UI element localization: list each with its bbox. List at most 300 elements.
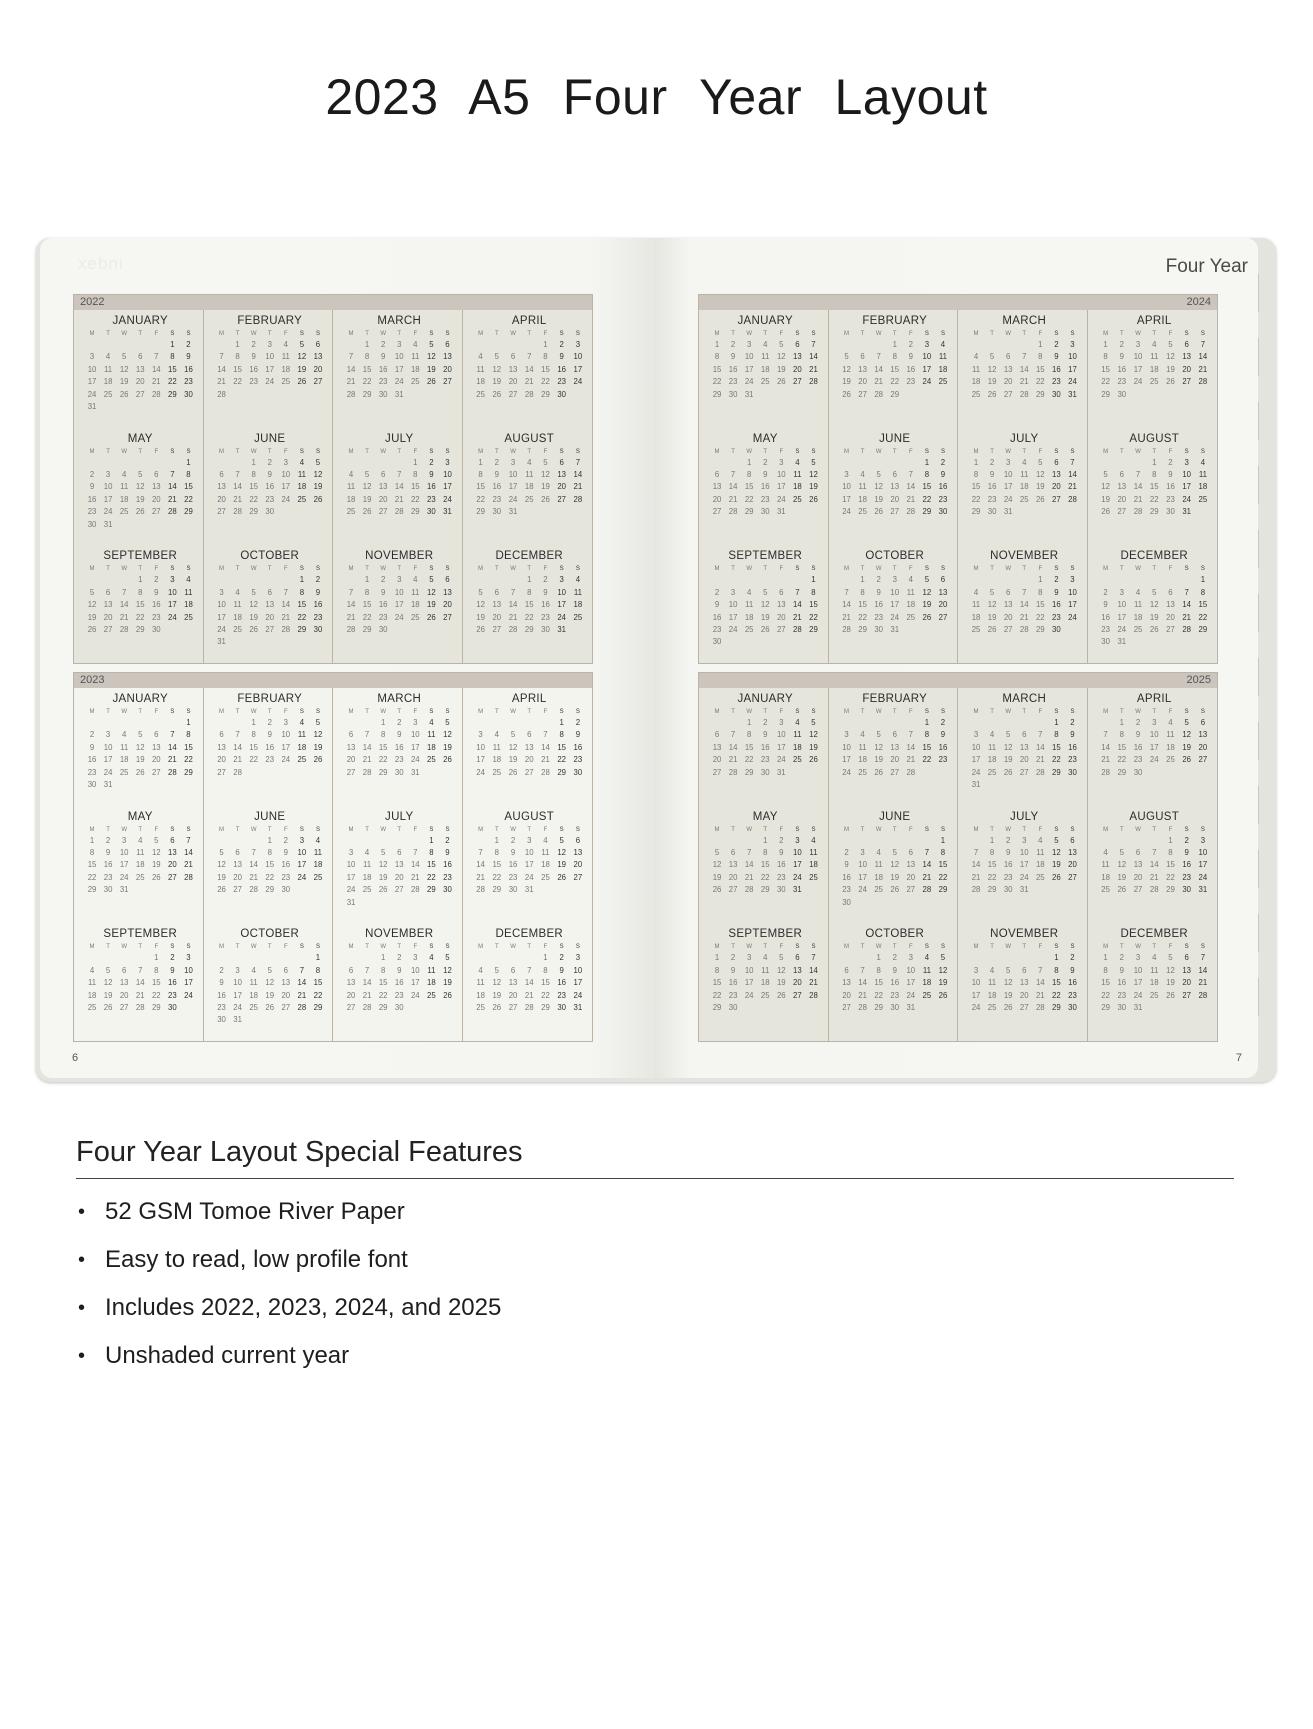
day-number: 18 (1133, 612, 1143, 622)
day-number: 16 (1117, 364, 1127, 374)
day-number: 2 (1135, 718, 1141, 727)
weekday-label: W (380, 448, 386, 455)
day-number: 30 (427, 507, 436, 517)
day-number: 24 (776, 494, 786, 504)
day-number: 31 (1117, 637, 1127, 647)
day-number: 5 (315, 457, 321, 467)
day-grid (839, 825, 952, 909)
day-number: 4 (876, 848, 881, 858)
blank-cell (855, 339, 871, 351)
day-number: 29 (135, 624, 145, 634)
day-number: 9 (730, 352, 736, 362)
blank-cell (709, 717, 725, 729)
day-number: 16 (557, 978, 567, 988)
day-number: 16 (508, 860, 518, 870)
day-number: 6 (795, 953, 800, 963)
day-number: 24 (573, 990, 583, 1000)
weekday-label: M (219, 448, 225, 455)
day-number: 22 (1035, 377, 1045, 387)
weekday-label: T (1022, 709, 1027, 715)
day-number: 3 (1119, 587, 1124, 597)
weekday-label: T (1022, 448, 1027, 455)
day-number: 18 (987, 755, 997, 765)
day-number: 7 (478, 848, 483, 858)
blank-cell (984, 952, 1000, 964)
weekday-label: M (348, 331, 354, 337)
day-number: 29 (987, 885, 997, 895)
day-number: 3 (170, 575, 175, 585)
day-number: 5 (924, 575, 930, 585)
weekday-label: T (527, 709, 532, 715)
weekday-label: M (89, 331, 95, 337)
weekday-label: S (1054, 566, 1059, 573)
blank-cell (343, 835, 359, 847)
day-number: 11 (492, 742, 501, 752)
day-number: 9 (1070, 965, 1075, 975)
day-number: 9 (154, 587, 159, 597)
weekday-label: W (746, 826, 752, 833)
day-number: 10 (858, 860, 867, 870)
day-number: 8 (527, 587, 532, 597)
day-number: 23 (492, 494, 502, 504)
weekday-label: T (365, 566, 369, 573)
day-number: 17 (744, 364, 754, 374)
day-number: 26 (712, 885, 722, 895)
day-number: 11 (363, 860, 372, 870)
day-number: 25 (793, 494, 802, 504)
blank-cell (839, 339, 855, 351)
day-number: 15 (524, 600, 534, 610)
day-grid (84, 825, 197, 897)
day-grid (968, 564, 1081, 636)
day-number: 1 (89, 835, 95, 845)
blank-cell (473, 952, 489, 964)
day-number: 16 (378, 364, 388, 374)
day-number: 28 (1182, 624, 1192, 634)
weekday-label: S (559, 448, 564, 455)
day-number: 30 (87, 519, 97, 529)
day-number: 20 (508, 990, 518, 1000)
day-number: 24 (1019, 872, 1029, 882)
weekday-label: S (575, 826, 580, 833)
day-number: 4 (478, 352, 483, 362)
day-number: 31 (744, 389, 754, 399)
day-number: 10 (103, 742, 113, 752)
day-number: 12 (1166, 352, 1175, 362)
day-number: 26 (987, 389, 997, 399)
weekday-label: S (445, 944, 450, 951)
day-number: 29 (1101, 389, 1110, 399)
day-number: 4 (1152, 340, 1157, 349)
day-number: 13 (443, 587, 452, 597)
day-number: 19 (87, 612, 97, 622)
feature-item: • Easy to read, low profile font (76, 1240, 501, 1288)
day-number: 4 (251, 965, 256, 975)
day-number: 21 (728, 494, 738, 504)
day-number: 15 (492, 860, 502, 870)
weekday-label: T (1119, 944, 1124, 951)
month-october (204, 545, 334, 663)
weekday-label: M (714, 566, 720, 573)
day-number: 21 (394, 494, 404, 504)
blank-cell (984, 339, 1000, 351)
day-number: 1 (1038, 340, 1043, 349)
weekday-label: F (543, 566, 548, 573)
day-number: 24 (233, 1002, 242, 1012)
day-number: 28 (1035, 767, 1045, 777)
day-number: 25 (906, 612, 916, 622)
weekday-label: W (380, 826, 386, 833)
day-number: 17 (168, 600, 177, 610)
day-number: 2 (445, 835, 450, 845)
day-number: 19 (249, 612, 259, 622)
day-number: 12 (938, 965, 948, 975)
day-number: 23 (1182, 872, 1192, 882)
index-tabs[interactable] (1258, 274, 1270, 1044)
day-number: 20 (265, 612, 275, 622)
day-number: 20 (906, 872, 916, 882)
month-name: JUNE (879, 432, 911, 445)
day-number: 11 (809, 848, 818, 858)
day-number: 25 (938, 377, 948, 387)
day-number: 12 (492, 978, 502, 988)
weekday-label: T (365, 331, 369, 337)
month-september (699, 545, 829, 663)
day-number: 20 (1182, 364, 1192, 374)
day-number: 5 (299, 340, 305, 349)
day-number: 14 (922, 860, 932, 870)
day-number: 6 (795, 340, 800, 349)
day-number: 21 (874, 377, 884, 387)
day-number: 10 (971, 978, 981, 988)
day-number: 11 (1101, 860, 1110, 870)
day-number: 19 (378, 872, 388, 882)
weekday-label: S (429, 448, 434, 455)
weekday-label: F (1168, 826, 1173, 833)
day-number: 19 (119, 377, 129, 387)
weekday-label: S (445, 709, 450, 715)
weekday-label: M (973, 448, 979, 455)
weekday-label: T (731, 826, 735, 833)
day-number: 11 (346, 482, 356, 492)
month-january (74, 688, 204, 806)
day-number: 4 (122, 470, 127, 480)
day-number: 6 (510, 352, 516, 362)
day-number: 8 (1152, 470, 1157, 480)
blank-cell (359, 952, 375, 964)
day-number: 12 (1117, 860, 1127, 870)
day-number: 16 (874, 600, 884, 610)
day-number: 12 (508, 742, 518, 752)
day-number: 21 (508, 612, 518, 622)
day-number: 11 (1036, 848, 1045, 858)
month-name: FEBRUARY (237, 315, 303, 327)
day-number: 16 (378, 600, 388, 610)
day-number: 12 (217, 860, 226, 870)
day-number: 21 (922, 872, 932, 882)
day-number: 12 (87, 600, 97, 610)
day-number: 23 (87, 507, 97, 517)
day-number: 7 (1103, 730, 1108, 740)
day-number: 4 (315, 835, 321, 845)
day-number: 25 (492, 767, 502, 777)
day-number: 20 (151, 755, 161, 765)
weekday-label: S (559, 331, 564, 337)
weekday-label: T (365, 448, 369, 455)
day-number: 9 (559, 352, 564, 362)
day-number: 9 (940, 470, 946, 480)
weekday-label: F (779, 709, 784, 715)
day-number: 19 (809, 742, 818, 752)
day-number: 8 (989, 848, 995, 858)
day-number: 9 (1070, 730, 1075, 740)
day-number: 12 (890, 860, 900, 870)
day-number: 23 (1101, 624, 1110, 634)
day-number: 3 (844, 470, 849, 480)
day-number: 9 (1168, 470, 1173, 480)
day-number: 12 (443, 730, 452, 740)
day-number: 1 (747, 457, 752, 467)
day-number: 20 (712, 755, 722, 765)
day-number: 10 (573, 965, 583, 975)
day-number: 16 (541, 600, 550, 610)
day-number: 5 (1168, 340, 1173, 349)
day-number: 16 (1068, 742, 1077, 752)
day-number: 1 (1200, 575, 1206, 585)
day-number: 15 (890, 364, 900, 374)
blank-cell (278, 952, 294, 964)
day-number: 1 (381, 953, 386, 963)
weekday-label: S (1070, 566, 1075, 573)
blank-cell (116, 457, 132, 469)
day-number: 18 (410, 364, 420, 374)
blank-cell (214, 952, 230, 964)
day-number: 12 (427, 587, 436, 597)
day-number: 26 (1035, 494, 1045, 504)
day-number: 16 (87, 755, 97, 765)
weekday-label: S (186, 566, 191, 573)
day-number: 10 (233, 978, 242, 988)
blank-cell (84, 952, 100, 964)
day-number: 7 (908, 730, 913, 740)
day-number: 1 (1103, 953, 1108, 963)
weekday-label: S (559, 709, 564, 715)
day-number: 8 (299, 587, 305, 597)
day-number: 7 (219, 352, 224, 362)
month-name: APRIL (511, 693, 547, 705)
weekday-label: W (1135, 448, 1141, 455)
day-number: 30 (557, 1002, 567, 1012)
day-number: 12 (1182, 730, 1192, 740)
day-number: 21 (233, 755, 242, 765)
day-number: 22 (492, 872, 502, 882)
blank-cell (1098, 835, 1114, 847)
month-name: OCTOBER (240, 928, 300, 941)
day-number: 9 (1054, 587, 1059, 597)
day-number: 19 (938, 978, 948, 988)
day-number: 13 (906, 860, 916, 870)
weekday-label: T (1152, 944, 1157, 951)
day-number: 13 (938, 587, 948, 597)
day-number: 15 (1101, 978, 1110, 988)
day-number: 5 (1006, 730, 1011, 740)
day-number: 8 (924, 730, 930, 740)
day-number: 24 (297, 872, 307, 882)
day-number: 6 (122, 965, 127, 975)
day-number: 27 (712, 507, 722, 517)
day-number: 9 (283, 848, 288, 858)
day-number: 15 (858, 600, 867, 610)
month-name: JULY (1010, 810, 1039, 823)
day-number: 10 (410, 730, 420, 740)
day-number: 4 (973, 352, 979, 362)
day-number: 3 (559, 575, 564, 585)
day-number: 13 (119, 978, 129, 988)
day-number: 17 (1149, 742, 1159, 752)
weekday-label: T (235, 944, 240, 951)
day-number: 16 (842, 872, 851, 882)
blank-cell (968, 339, 984, 351)
day-number: 8 (747, 470, 752, 480)
weekday-label: S (1054, 709, 1059, 715)
day-number: 3 (908, 953, 913, 963)
day-number: 21 (168, 494, 177, 504)
weekday-label: T (1152, 826, 1157, 833)
blank-cell (773, 574, 789, 586)
day-number: 19 (492, 377, 502, 387)
day-number: 19 (508, 755, 518, 765)
day-number: 31 (217, 637, 226, 647)
blank-cell (903, 717, 919, 729)
weekday-label: T (397, 826, 402, 833)
weekday-label: S (811, 826, 816, 833)
weekday-label: F (908, 826, 913, 833)
day-number: 14 (119, 600, 129, 610)
day-number: 9 (105, 848, 111, 858)
blank-cell (871, 835, 887, 847)
features-list (76, 1192, 501, 1384)
day-number: 28 (858, 1002, 867, 1012)
day-grid (473, 564, 587, 636)
weekday-label: S (1200, 709, 1205, 715)
day-number: 5 (940, 953, 946, 963)
day-number: 30 (508, 885, 518, 895)
blank-cell (84, 574, 100, 586)
blank-cell (473, 574, 489, 586)
day-number: 12 (443, 965, 452, 975)
month-name: NOVEMBER (365, 550, 434, 563)
blank-cell (1162, 574, 1178, 586)
day-number: 23 (938, 494, 948, 504)
weekday-label: M (89, 826, 95, 833)
day-number: 18 (1198, 482, 1208, 492)
day-number: 14 (793, 600, 802, 610)
day-number: 16 (265, 742, 275, 752)
blank-cell (214, 339, 230, 351)
day-number: 7 (510, 587, 516, 597)
day-number: 28 (1019, 624, 1029, 634)
day-grid (1098, 447, 1212, 519)
day-number: 2 (543, 575, 548, 585)
blank-cell (871, 339, 887, 351)
day-number: 6 (527, 730, 532, 740)
day-number: 10 (394, 352, 404, 362)
day-number: 26 (1003, 767, 1013, 777)
day-number: 31 (346, 897, 356, 907)
day-number: 5 (559, 835, 564, 845)
day-number: 23 (728, 990, 738, 1000)
day-number: 24 (728, 624, 738, 634)
day-number: 26 (1166, 990, 1175, 1000)
day-number: 6 (714, 470, 720, 480)
day-number: 2 (283, 835, 288, 845)
blank-cell (1000, 952, 1016, 964)
day-number: 4 (494, 730, 499, 740)
day-number: 10 (1198, 848, 1208, 858)
weekday-label: S (170, 826, 175, 833)
day-number: 4 (413, 575, 418, 585)
day-number: 12 (987, 600, 997, 610)
day-number: 25 (410, 377, 420, 387)
month-july (958, 806, 1088, 924)
month-december (463, 545, 593, 663)
weekday-label: T (990, 944, 994, 951)
day-number: 18 (938, 364, 948, 374)
day-number: 26 (492, 1002, 502, 1012)
month-may (699, 806, 829, 924)
day-number: 25 (297, 755, 307, 765)
day-number: 7 (730, 470, 736, 480)
day-number: 21 (971, 872, 981, 882)
day-number: 19 (541, 482, 550, 492)
day-number: 11 (1133, 600, 1143, 610)
day-number: 9 (445, 848, 450, 858)
weekday-label: F (154, 826, 159, 833)
day-number: 30 (1117, 389, 1127, 399)
weekday-label: T (494, 331, 499, 337)
day-number: 13 (573, 848, 583, 858)
day-number: 19 (776, 978, 786, 988)
day-number: 16 (394, 978, 404, 988)
day-number: 14 (233, 482, 242, 492)
weekday-label: S (559, 826, 564, 833)
day-number: 5 (494, 352, 499, 362)
day-number: 17 (265, 364, 275, 374)
day-number: 17 (573, 978, 583, 988)
day-number: 9 (763, 470, 768, 480)
day-number: 26 (87, 624, 97, 634)
day-number: 12 (809, 730, 818, 740)
day-number: 7 (1038, 730, 1043, 740)
blank-cell (278, 574, 294, 586)
day-number: 16 (760, 482, 770, 492)
day-number: 27 (557, 494, 567, 504)
month-november (958, 923, 1088, 1041)
weekday-label: M (478, 709, 484, 715)
weekday-label: M (973, 331, 979, 337)
weekday-label: M (844, 944, 850, 951)
day-number: 8 (559, 730, 564, 740)
day-number: 2 (315, 575, 321, 585)
day-number: 15 (922, 742, 932, 752)
day-number: 5 (364, 470, 370, 480)
day-number: 13 (1198, 730, 1208, 740)
weekday-label: T (1022, 944, 1027, 951)
day-number: 29 (378, 1002, 388, 1012)
day-number: 15 (541, 364, 550, 374)
day-number: 4 (811, 835, 816, 845)
day-number: 25 (922, 990, 932, 1000)
